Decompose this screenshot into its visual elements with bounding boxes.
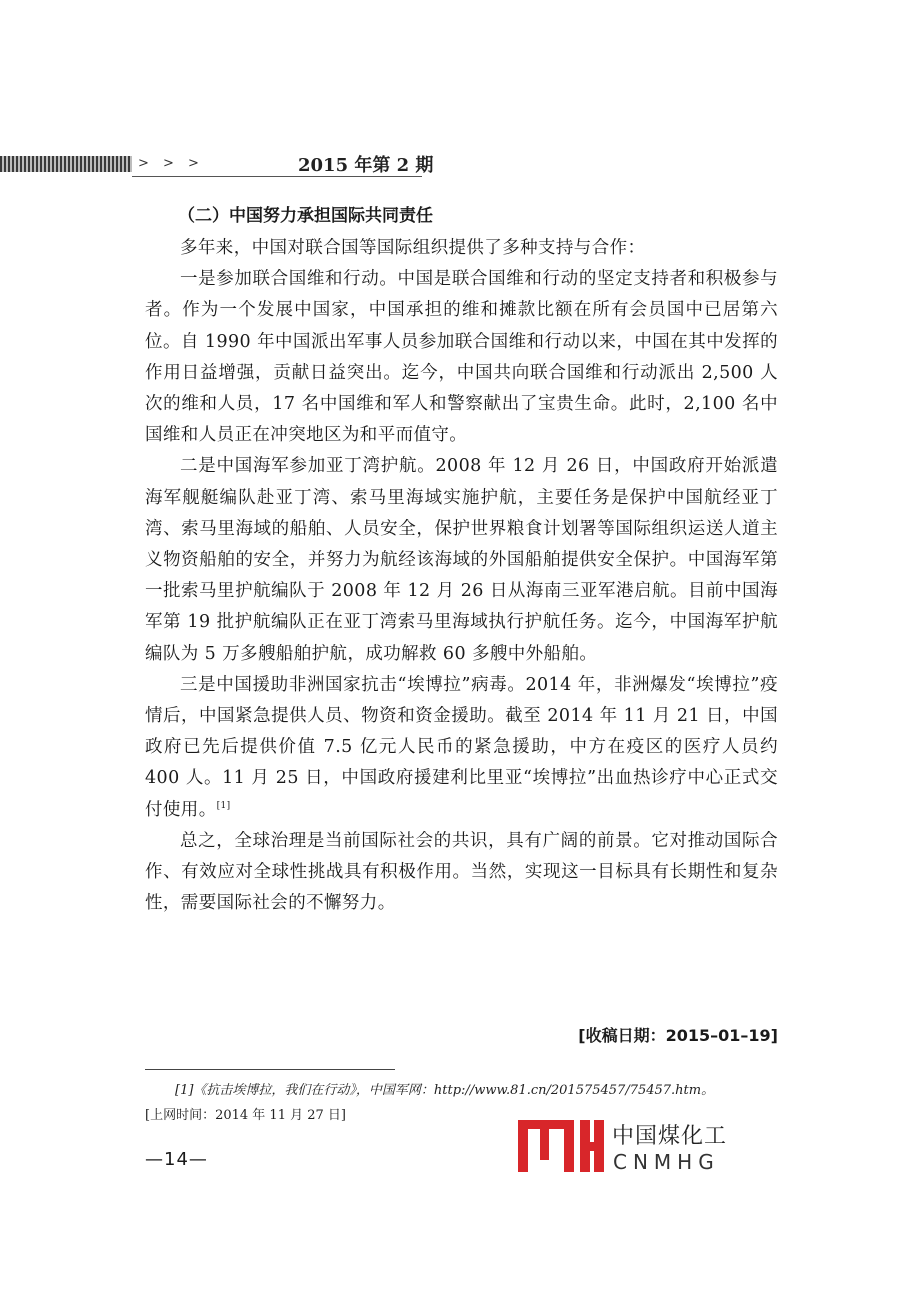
header-rule — [132, 176, 422, 177]
footnote-line-1: [1]《抗击埃博拉，我们在行动》，中国军网：http://www.81.cn/201575457/75457.htm。 — [175, 1083, 715, 1098]
received-date: [收稿日期：2015–01–19] — [578, 1026, 778, 1045]
logo-name-cn: 中国煤化工 — [612, 1124, 728, 1149]
header-decorative-bar — [0, 156, 132, 172]
paragraph-intro: 多年来，中国对联合国等国际组织提供了多种支持与合作： — [180, 238, 646, 258]
header-arrows: > > > — [138, 156, 204, 171]
paragraph-peacekeeping: 一是参加联合国维和行动。中国是联合国维和行动的坚定支持者和积极参与者。作为一个发展中国家，中国承担的维和摊款比额在所有会员国中已居第六位。自 1990 年中国派出军事人员参加联合国维和行动以来，中国在其中发挥的作用日益增强，贡献日益突出。迄今，中国共向联合国维和行动派出 2,500 人次的维和人员，17 名中国维和军人和警察献出了宝贵生命。此时，2,100 名中国维和人员正在冲突地区为和平而值守。 — [145, 269, 778, 446]
page-number: —14— — [145, 1149, 208, 1170]
paragraph-conclusion: 总之，全球治理是当前国际社会的共识，具有广阔的前景。它对推动国际合作、有效应对全球性挑战具有积极作用。当然，实现这一目标具有长期性和复杂性，需要国际社会的不懈努力。 — [145, 830, 778, 914]
footnote-line-2: [上网时间：2014 年 11 月 27 日] — [145, 1108, 346, 1123]
logo-name-en: CNMHG — [613, 1150, 720, 1174]
issue-label: 2015 年第 2 期 — [298, 155, 434, 176]
footnote-rule — [145, 1069, 395, 1070]
paragraph-naval-escort: 二是中国海军参加亚丁湾护航。2008 年 12 月 26 日，中国政府开始派遣海军舰艇编队赴亚丁湾、索马里海域实施护航，主要任务是保护中国航经亚丁湾、索马里海域的船舶、人员安全，保护世界粮食计划署等国际组织运送人道主义物资船舶的安全，并努力为航经该海域的外国船舶提供安全保护。中国海军第一批索马里护航编队于 2008 年 12 月 26 日从海南三亚军港启航。目前中国海军第 19 批护航编队正在亚丁湾索马里海域执行护航任务。迄今，中国海军护航编队为 5 万多艘船舶护航，成功解救 60 多艘中外船舶。 — [145, 456, 778, 664]
section-title: （二）中国努力承担国际共同责任 — [178, 206, 433, 226]
footnote-reference[interactable]: [1] — [216, 800, 231, 811]
paragraph-ebola — [145, 670, 778, 826]
article-body — [145, 202, 778, 919]
paragraph-ebola-text: 三是中国援助非洲国家抗击“埃博拉”病毒。2014 年，非洲爆发“埃博拉”疫情后，中国紧急提供人员、物资和资金援助。截至 2014 年 11 月 21 日，中国政府已先后提供价值 7.5 亿元人民币的紧急援助，中方在疫区的医疗人员约 400 人。11 月 25 日，中国政府援建利比里亚“埃博拉”出血热诊疗中心正式交付使用。 — [145, 674, 778, 820]
